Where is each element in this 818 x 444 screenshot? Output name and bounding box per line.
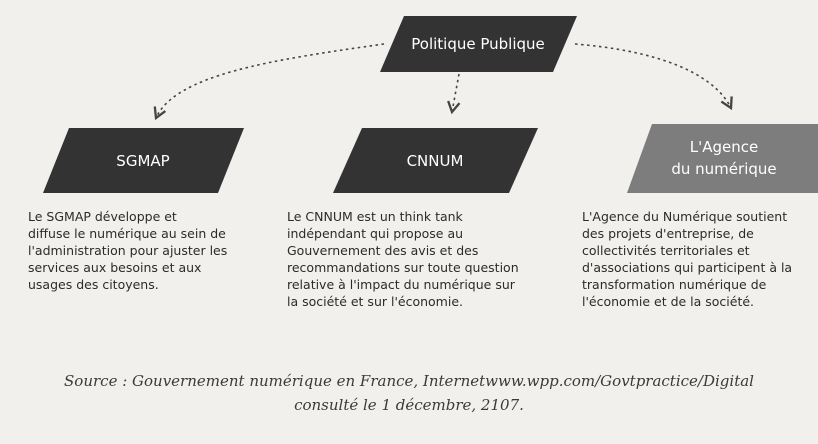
description-line: L'Agence du Numérique soutient [582,209,788,224]
description-line: diffuse le numérique au sein de [28,226,226,241]
source-caption-line2: consulté le 1 décembre, 2107. [294,396,524,414]
node-cnnum [333,128,538,193]
arrow-to-sgmap [156,44,384,118]
description-line: collectivités territoriales et [582,243,750,258]
description-line: usages des citoyens. [28,277,159,292]
description-sgmap [28,208,268,293]
description-line: recommandations sur toute question [287,260,519,275]
description-line: Gouvernement des avis et des [287,243,479,258]
node-cnnum-label: CNNUM [406,152,464,170]
node-sgmap-label: SGMAP [116,152,170,170]
node-agence-label-line2: du numérique [671,160,777,178]
description-cnnum [287,208,567,310]
description-line: relative à l'impact du numérique sur [287,277,515,292]
description-line: d'associations qui participent à la [582,260,793,275]
top-node-label: Politique Publique [411,35,545,53]
description-line: l'économie et de la société. [582,294,755,309]
description-line: Le SGMAP développe et [28,209,177,224]
node-agence [627,124,818,193]
description-agence [582,208,814,310]
description-line: des projets d'entreprise, de [582,226,754,241]
description-line: transformation numérique de [582,277,767,292]
source-caption-line1: Source : Gouvernement numérique en France, Internetwww.wpp.com/Govtpractice/Digital [64,372,754,390]
node-sgmap [43,128,244,193]
top-node-politique-publique [380,16,577,72]
arrow-to-agence [575,44,731,108]
node-agence-label-line1: L'Agence [689,138,759,156]
description-line: la société et sur l'économie. [287,294,463,309]
description-line: services aux besoins et aux [28,260,202,275]
description-line: l'administration pour ajuster les [28,243,228,258]
arrow-to-cnnum [452,74,459,112]
description-line: indépendant qui propose au [287,226,464,241]
description-line: Le CNNUM est un think tank [287,209,463,224]
